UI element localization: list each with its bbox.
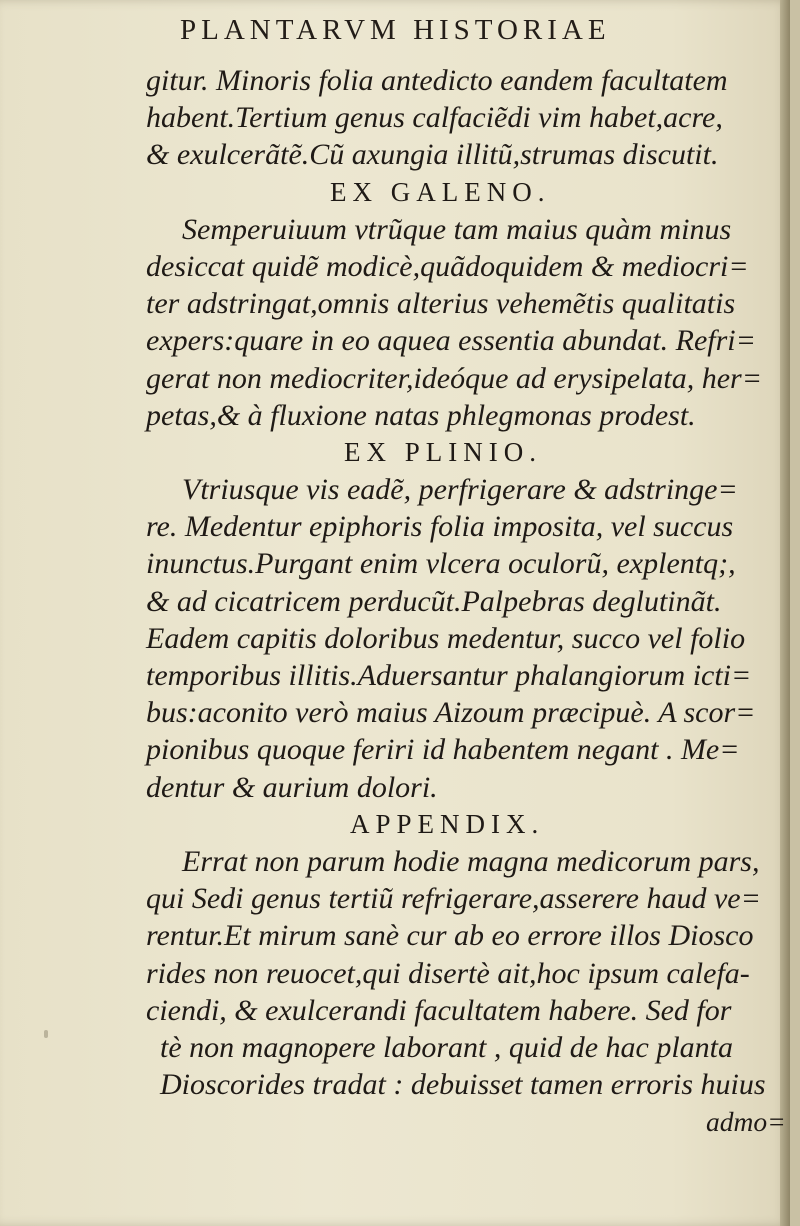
text-line: qui Sedi genus tertiũ refrigerare,asserere haud ve= bbox=[146, 882, 761, 916]
text-line: admo= bbox=[706, 1106, 786, 1138]
text-line: temporibus illitis.Aduersantur phalangiorum icti= bbox=[146, 659, 752, 692]
text-line: Eadem capitis doloribus medentur, succo vel folio bbox=[146, 621, 746, 655]
text-line: re. Medentur epiphoris folia imposita, vel succus bbox=[146, 510, 734, 544]
text-line: bus:aconito verò maius Aizoum præcipuè. A scor= bbox=[146, 696, 756, 730]
running-head: PLANTARVM HISTORIAE bbox=[180, 14, 611, 46]
text-line: desiccat quidẽ modicè,quãdoquidem & mediocri= bbox=[146, 249, 749, 283]
text-line: petas,& à fluxione natas phlegmonas prodest. bbox=[146, 398, 696, 432]
text-line: rentur.Et mirum sanè cur ab eo errore illos Diosco bbox=[146, 919, 754, 953]
text-line: dentur & aurium dolori. bbox=[146, 770, 438, 804]
text-line: gitur. Minoris folia antedicto eandem facultatem bbox=[146, 64, 728, 97]
section-heading: APPENDIX. bbox=[350, 808, 545, 839]
text-line: Vtriusque vis eadẽ, perfrigerare & adstringe= bbox=[182, 473, 738, 507]
ink-speck bbox=[44, 1030, 48, 1038]
text-line: Semperuiuum vtrũque tam maius quàm minus bbox=[182, 212, 732, 246]
text-line: gerat non mediocriter,ideóque ad erysipelata, her= bbox=[146, 361, 762, 395]
text-line: expers:quare in eo aquea essentia abundat. Refri= bbox=[146, 324, 756, 358]
text-line: ciendi, & exulcerandi facultatem habere. Sed for bbox=[146, 993, 732, 1027]
text-line: & exulcerãtẽ.Cũ axungia illitũ,strumas discutit. bbox=[146, 138, 719, 172]
text-line: habent.Tertium genus calfaciẽdi vim habet,acre, bbox=[146, 101, 723, 135]
section-heading: EX GALENO. bbox=[330, 176, 551, 207]
text-line: ter adstringat,omnis alterius vehemẽtis qualitatis bbox=[146, 287, 736, 321]
text-line: rides non reuocet,qui disertè ait,hoc ipsum calefa- bbox=[146, 956, 750, 990]
text-line: pionibus quoque feriri id habentem negant . Me= bbox=[146, 733, 740, 767]
text-block bbox=[146, 62, 786, 1140]
text-line: Errat non parum hodie magna medicorum pars, bbox=[182, 844, 760, 878]
text-line: Dioscorides tradat : debuisset tamen erroris huius bbox=[160, 1068, 766, 1102]
text-line: & ad cicatricem perducũt.Palpebras deglutinãt. bbox=[146, 584, 722, 618]
text-line: inunctus.Purgant enim vlcera oculorũ, explentq;, bbox=[146, 547, 736, 581]
section-heading: EX PLINIO. bbox=[344, 436, 542, 467]
text-line: tè non magnopere laborant , quid de hac planta bbox=[160, 1030, 733, 1064]
